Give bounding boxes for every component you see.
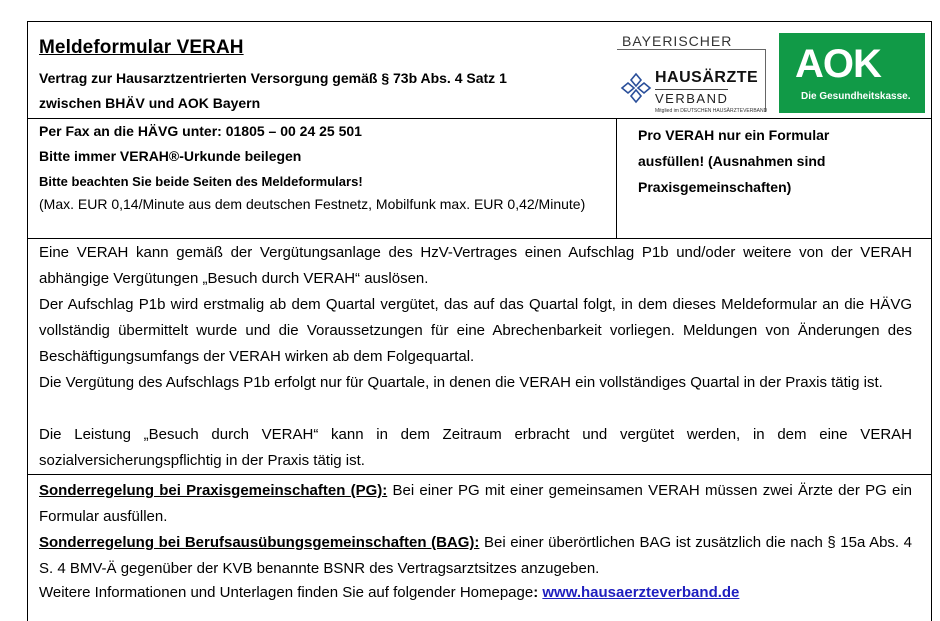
divider [27,474,932,475]
column-divider [616,118,617,238]
hav-logo-verband: VERBAND [655,91,729,106]
fax-cost-note: (Max. EUR 0,14/Minute aus dem deutschen Festnetz, Mobilfunk max. EUR 0,42/Minute) [39,196,586,212]
hav-logo-tagline: Mitglied im DEUTSCHEN HAUSÄRZTEVERBAND [655,108,768,114]
homepage-link[interactable]: www.hausaerzteverband.de [542,584,740,601]
rule-bag-label: Sonderregelung bei Berufsausübungsgemeinschaften (BAG): [39,534,480,551]
hausaerzteverband-logo [617,31,767,113]
rhombus-emblem-icon [619,71,653,105]
hav-logo-name: HAUSÄRZTE [655,69,759,86]
one-form-note: Pro VERAH nur ein Formular ausfüllen! (Ausnahmen sind Praxisgemeinschaften) [638,127,830,195]
rule-bag-text: Bei einer überörtlichen BAG ist zusätzlich die nach § 15a Abs. 4 S. 4 BMV-Ä gegenüber der KVB benannte BSNR des Vertragsarztsitzes anzugeben. [39,534,913,577]
paragraph-surcharge: Eine VERAH kann gemäß der Vergütungsanlage des HzV-Vertrages einen Aufschlag P1b und/oder weitere von der VERAH abhängige Vergütungen „Besuch durch VERAH“ auslösen. [39,244,912,287]
homepage-colon: : [533,584,543,601]
hav-logo-top: BAYERISCHER [622,33,733,49]
rule-pg-text: Bei einer PG mit einer gemeinsamen VERAH müssen zwei Ärzte der PG ein Formular ausfüllen. [39,482,912,525]
divider [27,238,932,239]
paragraph-full-quarter: Die Vergütung des Aufschlags P1b erfolgt nur für Quartale, in denen die VERAH ein vollständiges Quartal in der Praxis tätig ist. [39,374,883,391]
form-title: Meldeformular VERAH [39,37,244,58]
certificate-note: Bitte immer VERAH®-Urkunde beilegen [39,148,302,164]
divider [27,118,932,119]
both-pages-note: Bitte beachten Sie beide Seiten des Meldeformulars! [39,174,363,189]
paragraph-visit-service: Die Leistung „Besuch durch VERAH“ kann in dem Zeitraum erbracht und vergütet werden, in dem eine VERAH sozialversicherungspflichtig in der Praxis tätig ist. [39,426,912,469]
paragraph-first-payment: Der Aufschlag P1b wird erstmalig ab dem Quartal vergütet, das auf das Quartal folgt, in dem dieses Meldeformular an die HÄVG vollständig übermittelt wurde und die Voraussetzungen für eine Abrechenbarkeit vorliegen. Meldungen von Änderungen des Beschäftigungsumfangs der VERAH wirken ab dem Folgequartal. [39,296,912,365]
rule-pg-label: Sonderregelung bei Praxisgemeinschaften (PG): [39,482,388,499]
rule-pg [39,478,912,530]
fax-number: Per Fax an die HÄVG unter: 01805 – 00 24 25 501 [39,123,362,139]
rule-bag [39,530,912,582]
homepage-text: Weitere Informationen und Unterlagen finden Sie auf folgender Homepage [39,584,534,601]
aok-logo-slogan: Die Gesundheitskasse. [801,91,911,102]
aok-logo [779,33,925,113]
parties-line: zwischen BHÄV und AOK Bayern [39,95,261,111]
aok-logo-word: AOK [795,42,881,86]
homepage-line [39,580,912,606]
contract-line: Vertrag zur Hausarztzentrierten Versorgung gemäß § 73b Abs. 4 Satz 1 [39,70,507,86]
